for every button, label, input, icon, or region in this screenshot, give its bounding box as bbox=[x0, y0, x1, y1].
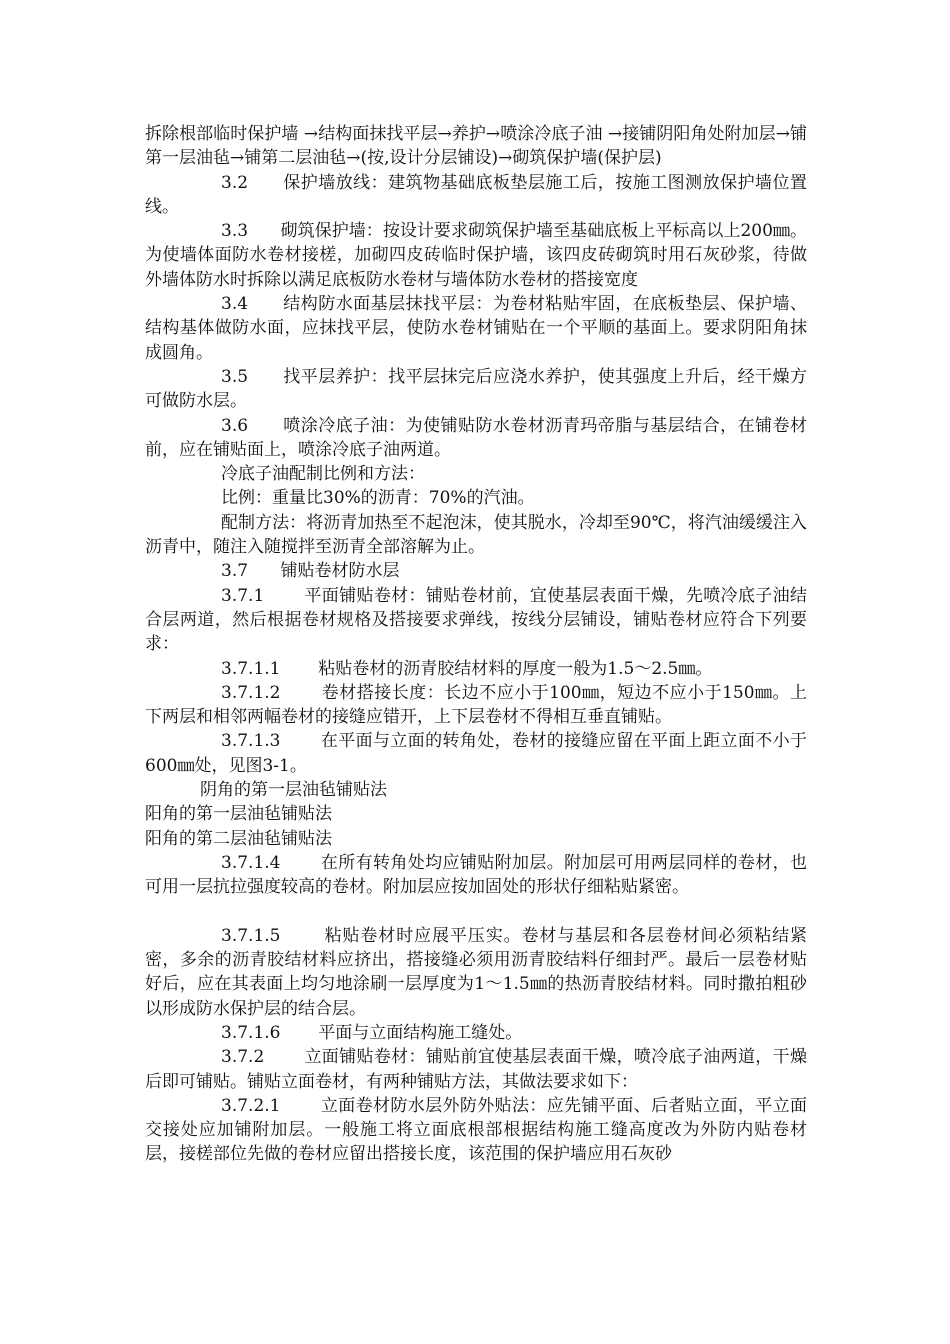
paragraph-3-7-2-1: 3.7.2.1 立面卷材防水层外防外贴法：应先铺平面、后者贴立面，平立面交接处应加铺附加层。一般施工将立面底根部根据结构施工缝高度改为外防内贴卷材层，接槎部位先做的卷材应留出搭接长度，该范围的保护墙应用石灰砂 bbox=[145, 1095, 807, 1165]
paragraph-3-3: 3.3 砌筑保护墙：按设计要求砌筑保护墙至基础底板上平标高以上200㎜。为使墙体面防水卷材接槎，加砌四皮砖临时保护墙，该四皮砖砌筑时用石灰砂浆，待做外墙体防水时拆除以满足底板防水卷材与墙体防水卷材的搭接宽度 bbox=[145, 221, 807, 290]
paragraph-3-7-2: 3.7.2 立面铺贴卷材：铺贴前宜使基层表面干燥，喷冷底子油两道，干燥后即可铺贴。铺贴立面卷材，有两种铺贴方法，其做法要求如下： bbox=[145, 1047, 807, 1092]
paragraph-3-6: 3.6 喷涂冷底子油：为使铺贴防水卷材沥青玛帝脂与基层结合，在铺卷材前，应在铺贴面上，喷涂冷底子油两道。 bbox=[145, 415, 807, 460]
paragraph-3-7-1-3: 3.7.1.3 在平面与立面的转角处，卷材的接缝应留在平面上距立面不小于600㎜处，见图3-1。 bbox=[145, 731, 807, 776]
paragraph-3-7: 3.7 铺贴卷材防水层 bbox=[221, 561, 400, 582]
figure-caption-outer-corner-second-layer: 阳角的第二层油毡铺贴法 bbox=[145, 828, 332, 849]
figure-caption-outer-corner-first-layer: 阳角的第一层油毡铺贴法 bbox=[145, 804, 332, 825]
paragraph-3-7-1-6: 3.7.1.6 平面与立面结构施工缝处。 bbox=[221, 1022, 523, 1043]
process-flow-paragraph: 拆除根部临时保护墙 →结构面抹找平层→养护→喷涂冷底子油 →接铺阴阳角处附加层→铺第一层油毡→铺第二层油毡→(按,设计分层铺设)→砌筑保护墙(保护层) bbox=[145, 124, 807, 169]
paragraph-3-7-1-4: 3.7.1.4 在所有转角处均应铺贴附加层。附加层可用两层同样的卷材，也可用一层抗拉强度较高的卷材。附加层应按加固处的形状仔细粘贴紧密。 bbox=[145, 852, 807, 898]
figure-caption-inner-corner-first-layer: 阴角的第一层油毡铺贴法 bbox=[200, 780, 387, 801]
paragraph-3-7-1-5: 3.7.1.5 粘贴卷材时应展平压实。卷材与基层和各层卷材间必须粘结紧密，多余的沥青胶结材料应挤出，搭接缝必须用沥青胶结料仔细封严。最后一层卷材贴好后，应在其表面上均匀地涂刷一层厚度为1～1.5㎜的热沥青胶结材料。同时撒拍粗砂以形成防水保护层的结合层。 bbox=[145, 925, 807, 1019]
paragraph-3-4: 3.4 结构防水面基层抹找平层：为卷材粘贴牢固，在底板垫层、保护墙、结构基体做防水面，应抹找平层，使防水卷材铺贴在一个平顺的基面上。要求阴阳角抹成圆角。 bbox=[145, 294, 807, 363]
paragraph-3-5: 3.5 找平层养护：找平层抹完后应浇水养护，使其强度上升后，经干燥方可做防水层。 bbox=[145, 366, 807, 412]
primer-heading: 冷底子油配制比例和方法： bbox=[221, 464, 425, 485]
primer-method: 配制方法：将沥青加热至不起泡沫，使其脱水，冷却至90℃，将汽油缓缓注入沥青中，随注入随搅拌至沥青全部溶解为止。 bbox=[145, 512, 807, 558]
paragraph-3-2: 3.2 保护墙放线：建筑物基础底板垫层施工后，按施工图测放保护墙位置线。 bbox=[145, 172, 807, 217]
paragraph-3-7-1-2: 3.7.1.2 卷材搭接长度：长边不应小于100㎜，短边不应小于150㎜。上下两层和相邻两幅卷材的接缝应错开，上下层卷材不得相互垂直铺贴。 bbox=[145, 682, 807, 728]
paragraph-3-7-1: 3.7.1 平面铺贴卷材：铺贴卷材前，宜使基层表面干燥，先喷冷底子油结合层两道，然后根据卷材规格及搭接要求弹线，按线分层铺设，铺贴卷材应符合下列要求： bbox=[145, 585, 807, 655]
blank-line bbox=[145, 900, 807, 924]
document-body bbox=[145, 122, 807, 1167]
paragraph-3-7-1-1: 3.7.1.1 粘贴卷材的沥青胶结材料的厚度一般为1.5～2.5㎜。 bbox=[221, 658, 713, 679]
primer-ratio: 比例：重量比30%的沥青：70%的汽油。 bbox=[221, 488, 535, 509]
